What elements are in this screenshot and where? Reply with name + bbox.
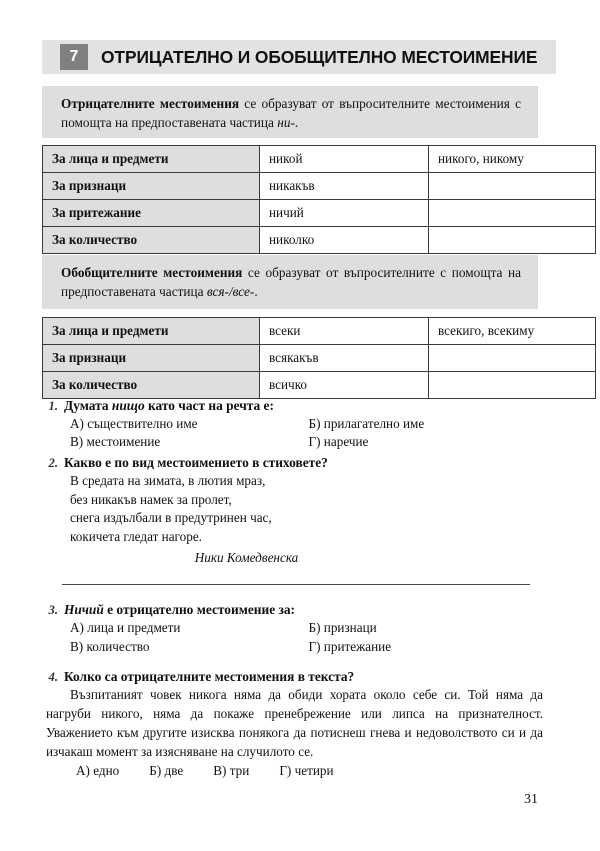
poem-author: Ники Комедвенска bbox=[194, 550, 299, 566]
exercise-3-keyword: Ничий bbox=[64, 602, 104, 618]
option-v[interactable]: В) местоимение bbox=[70, 434, 161, 450]
row-base-form: всеки bbox=[260, 318, 429, 345]
rule-box-2-text: се образуват от въпросителните с помощта на предпоставената частица bbox=[61, 265, 522, 299]
poem-line: снега издълбали в предутринен час, bbox=[70, 510, 272, 526]
generalizing-pronouns-table-body bbox=[43, 318, 596, 399]
row-label: За лица и предмети bbox=[43, 146, 260, 173]
exercise-2-number: 2. bbox=[48, 455, 58, 470]
exercise-1-options bbox=[42, 415, 547, 452]
exercise-3-number: 3. bbox=[48, 603, 58, 618]
exercise-1 bbox=[42, 398, 547, 452]
exercise-1-question-pre: Думата bbox=[64, 398, 112, 413]
row-label: За притежание bbox=[43, 200, 260, 227]
exercise-1-question bbox=[64, 398, 274, 414]
exercise-4-question: Колко са отрицателните местоимения в текста? bbox=[64, 669, 355, 685]
option-v[interactable]: В) три bbox=[213, 763, 250, 779]
row-base-form: всякакъв bbox=[260, 345, 429, 372]
table-row bbox=[43, 372, 596, 399]
table-row bbox=[43, 146, 596, 173]
negative-pronouns-table-body bbox=[43, 146, 596, 254]
option-b[interactable]: Б) две bbox=[149, 763, 184, 779]
row-label: За лица и предмети bbox=[43, 318, 260, 345]
rule-box-2-particle: вся-/все- bbox=[206, 283, 255, 299]
exercise-3-options bbox=[42, 619, 547, 656]
table-row bbox=[43, 318, 596, 345]
row-base-form: никакъв bbox=[260, 173, 429, 200]
table-row bbox=[43, 345, 596, 372]
generalizing-pronouns-table bbox=[42, 317, 596, 399]
row-other-forms bbox=[429, 227, 596, 254]
table-row bbox=[43, 173, 596, 200]
option-g[interactable]: Г) притежание bbox=[308, 638, 392, 654]
exercise-2-header bbox=[42, 455, 547, 471]
rule-box-2-end: . bbox=[254, 283, 258, 299]
row-label: За количество bbox=[43, 372, 260, 399]
option-g[interactable]: Г) наречие bbox=[308, 434, 369, 450]
row-base-form: николко bbox=[260, 227, 429, 254]
section-divider bbox=[62, 584, 530, 585]
row-other-forms: всекиго, всекиму bbox=[429, 318, 596, 345]
exercise-4 bbox=[42, 669, 547, 780]
rule-box-1-particle: ни- bbox=[277, 114, 295, 130]
poem-line: В средата на зимата, в лютия мраз, bbox=[70, 472, 266, 488]
row-base-form: никой bbox=[260, 146, 429, 173]
row-base-form: ничий bbox=[260, 200, 429, 227]
row-other-forms: никого, никому bbox=[429, 146, 596, 173]
page-title: ОТРИЦАТЕЛНО И ОБОБЩИТЕЛНО МЕСТОИМЕНИЕ bbox=[101, 46, 538, 67]
exercise-2-question: Какво е по вид местоимението в стиховете? bbox=[64, 454, 328, 470]
exercise-2-poem bbox=[42, 472, 547, 546]
exercise-2 bbox=[42, 455, 547, 566]
table-row bbox=[43, 227, 596, 254]
rule-box-generalizing-pronouns bbox=[42, 255, 538, 309]
row-other-forms bbox=[429, 200, 596, 227]
rule-box-2-lead: Обобщителните местоимения bbox=[61, 265, 243, 280]
rule-box-1-end: . bbox=[294, 114, 299, 130]
chapter-header bbox=[42, 40, 556, 74]
option-a[interactable]: А) лица и предмети bbox=[70, 620, 181, 636]
exercise-3-header bbox=[42, 602, 547, 618]
row-other-forms bbox=[429, 173, 596, 200]
row-base-form: всичко bbox=[260, 372, 429, 399]
negative-pronouns-table bbox=[42, 145, 596, 254]
rule-box-negative-pronouns bbox=[42, 86, 538, 138]
exercise-1-keyword: нищо bbox=[111, 398, 145, 413]
exercise-4-passage: Възпитаният човек никога няма да обиди хората около себе си. Той няма да нагруби никого, няма да покаже пренебрежение или липса на признателност. Уважението към другите изисква понякога да потиснеш гнева и недоволството си и да изчакаш момент за изясняване на случилото се. bbox=[46, 687, 543, 759]
poem-line: кокичета гледат нагоре. bbox=[70, 528, 202, 544]
row-other-forms bbox=[429, 345, 596, 372]
exercise-1-question-post: като част на речта е: bbox=[144, 398, 274, 413]
option-a[interactable]: А) съществително име bbox=[70, 416, 198, 431]
option-v[interactable]: В) количество bbox=[70, 638, 150, 654]
exercises-section bbox=[42, 398, 547, 783]
chapter-number-badge: 7 bbox=[60, 44, 88, 70]
exercise-4-number: 4. bbox=[48, 670, 58, 685]
exercise-3-question bbox=[64, 602, 295, 618]
table-row bbox=[43, 200, 596, 227]
option-a[interactable]: А) едно bbox=[76, 763, 120, 779]
rule-box-1-lead: Отрицателните местоимения bbox=[61, 96, 240, 111]
exercise-4-header bbox=[42, 669, 547, 685]
exercise-4-options bbox=[42, 762, 547, 780]
option-b[interactable]: Б) признаци bbox=[308, 620, 377, 636]
row-other-forms bbox=[429, 372, 596, 399]
exercise-3 bbox=[42, 602, 547, 656]
row-label: За признаци bbox=[43, 173, 260, 200]
option-b[interactable]: Б) прилагателно име bbox=[308, 416, 425, 431]
row-label: За признаци bbox=[43, 345, 260, 372]
exercise-1-number: 1. bbox=[48, 399, 58, 413]
exercise-1-header bbox=[42, 398, 547, 414]
row-label: За количество bbox=[43, 227, 260, 254]
poem-line: без никакъв намек за пролет, bbox=[70, 491, 232, 507]
option-g[interactable]: Г) четири bbox=[279, 763, 334, 779]
page-number: 31 bbox=[524, 792, 538, 807]
rule-box-1-text: се образуват от въпросителните местоимения с помощта на предпоставената частица bbox=[61, 96, 521, 130]
exercise-3-question-post: е отрицателно местоимение за: bbox=[103, 602, 296, 618]
